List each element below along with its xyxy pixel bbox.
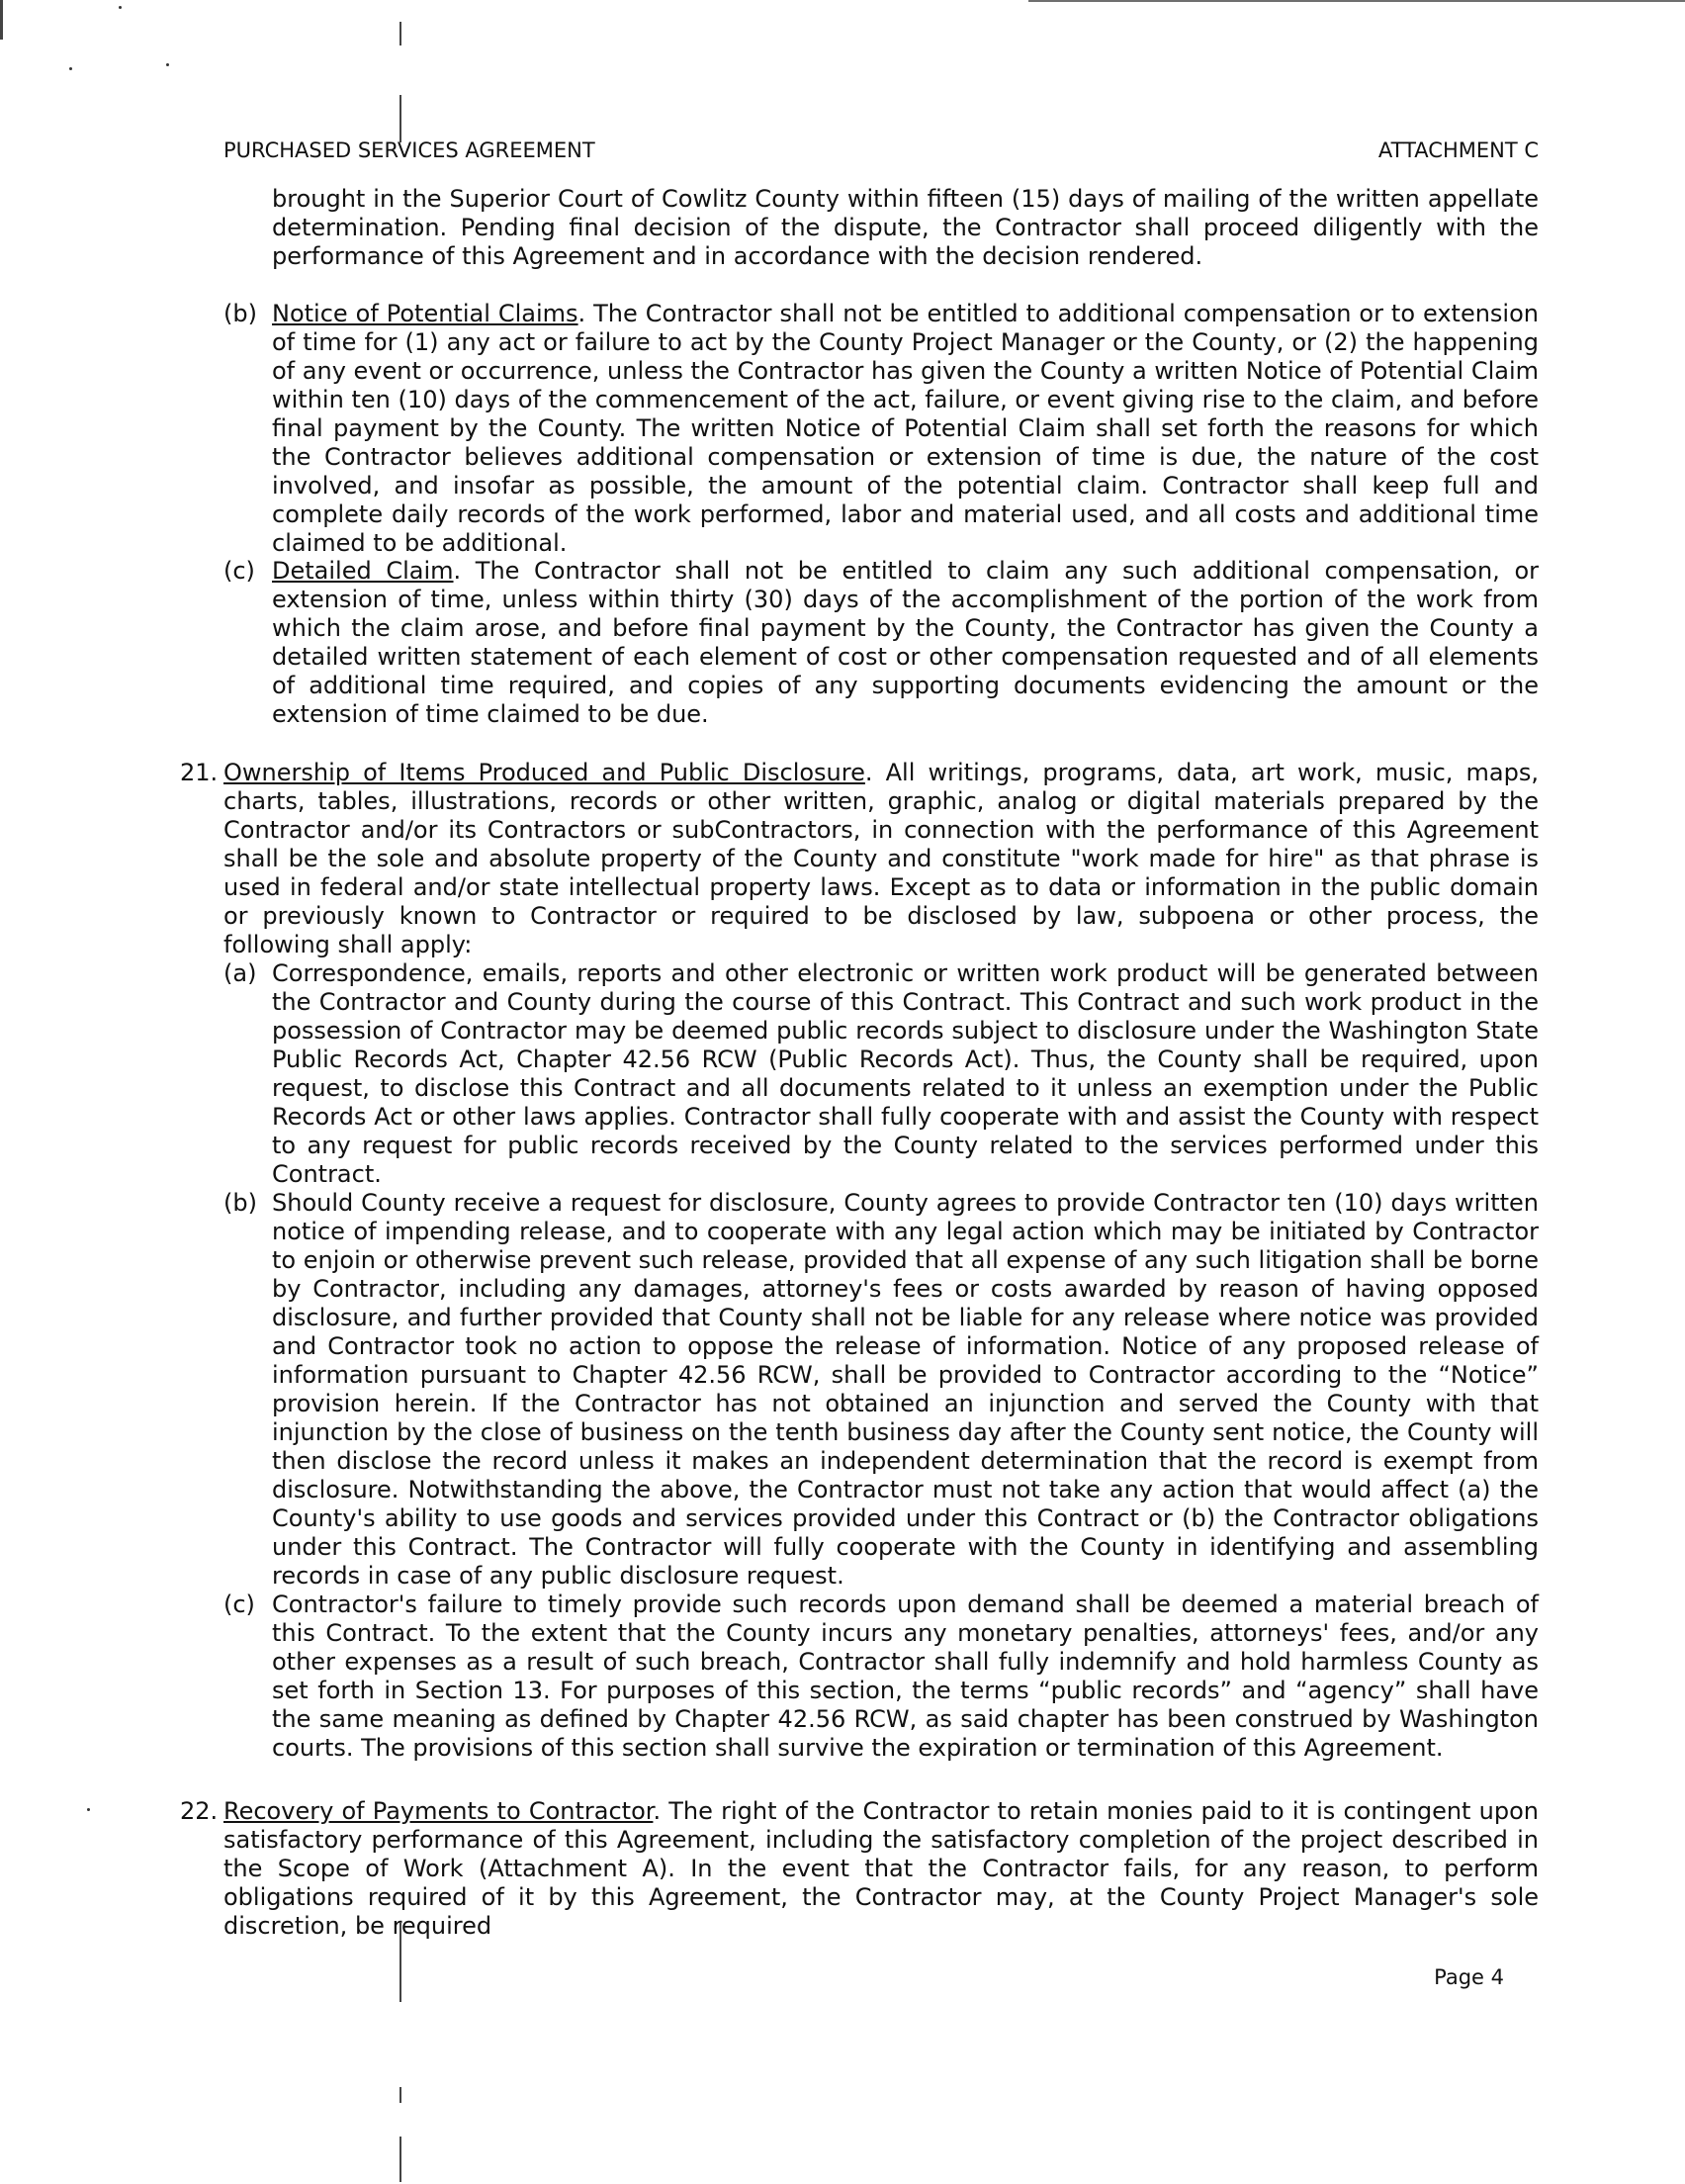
subsection-title: Detailed Claim: [272, 557, 454, 585]
section-title: Recovery of Payments to Contractor: [223, 1797, 654, 1825]
subsection-marker: (c): [223, 1591, 255, 1618]
section-text: . All writings, programs, data, art work, music, maps, charts, tables, illustrations, records or other written, graphic, analog or digital materials prepared by the Contractor and/or its Contractors or subContractors, in connection with the performance of this Agreement shall be the sole and absolute property of the County and constitute "work made for hire" as that phrase is used in federal and/or state intellectual property laws. Except as to data or information in the public domain or previously known to Contractor or required to be disclosed by law, subpoena or other process, the following shall apply:: [223, 759, 1540, 958]
scan-edge-left: [0, 0, 3, 40]
subsection-text: . The Contractor shall not be entitled to additional compensation or to extension of time for (1) any act or failure to act by the County Project Manager or the County, or (2) the happening of any event or occurrence, unless the Contractor has given the County a written Notice of Potential Claim within ten (10) days of the commencement of the act, failure, or event giving rise to the claim, and before final payment by the County. The written Notice of Potential Claim shall set forth the reasons for which the Contractor believes additional compensation or extension of time is due, the nature of the cost involved, and insofar as possible, the amount of the potential claim. Contractor shall keep full and complete daily records of the work performed, labor and material used, and all costs and additional time claimed to be additional.: [272, 300, 1539, 557]
subsection-notice-of-potential-claims: [272, 300, 1539, 558]
scan-speck: [166, 63, 169, 66]
page-header: [223, 138, 1539, 166]
scan-speck: [119, 6, 122, 9]
scan-edge-top: [1028, 0, 1685, 2]
scan-mark: [399, 22, 401, 46]
subsection-detailed-claim: [272, 557, 1539, 729]
subsection-marker: (b): [223, 1189, 257, 1217]
subsection-text: . The Contractor shall not be entitled to claim any such additional compensation, or extension of time, unless within thirty (30) days of the accomplishment of the portion of the work from which the claim arose, and before final payment by the County, the Contractor has given the County a detailed written statement of each element of cost or other compensation requested and of all elements of additional time required, and copies of any supporting documents evidencing the amount or the extension of time claimed to be due.: [272, 557, 1539, 728]
section-ownership-public-disclosure: [223, 759, 1539, 959]
header-title: PURCHASED SERVICES AGREEMENT: [223, 138, 595, 162]
subsection-public-records: Correspondence, emails, reports and other electronic or written work product will be generated between the Contractor and County during the course of this Contract. This Contract and such work product in the possession of Contractor may be deemed public records subject to disclosure under the Washington State Public Records Act, Chapter 42.56 RCW (Public Records Act). Thus, the County shall be required, upon request, to disclose this Contract and all documents related to it unless an exemption under the Public Records Act or other laws applies. Contractor shall fully cooperate with and assist the County with respect to any request for public records received by the County related to the services performed under this Contract.: [272, 959, 1539, 1188]
section-title: Ownership of Items Produced and Public Disclosure: [223, 759, 865, 786]
subsection-marker: (c): [223, 557, 255, 585]
continuation-paragraph: brought in the Superior Court of Cowlitz County within fifteen (15) days of mailing of the written appellate determination. Pending final decision of the dispute, the Contractor shall proceed diligently with the performance of this Agreement and in accordance with the decision rendered.: [272, 185, 1539, 270]
page-number: Page 4: [1434, 1965, 1504, 1989]
scan-mark: [399, 2137, 401, 2182]
subsection-disclosure-request: Should County receive a request for disclosure, County agrees to provide Contractor ten (10) days written notice of impending release, and to cooperate with any legal action which may be initiated by Contractor to enjoin or otherwise prevent such release, provided that all expense of any such litigation shall be borne by Contractor, including any damages, attorney's fees or costs awarded by reason of having opposed disclosure, and further provided that County shall not be liable for any release where notice was provided and Contractor took no action to oppose the release of information. Notice of any proposed release of information pursuant to Chapter 42.56 RCW, shall be provided to Contractor according to the “Notice” provision herein. If the Contractor has not obtained an injunction and served the County with that injunction by the close of business on the tenth business day after the County sent notice, the County will then disclose the record unless it makes an independent determination that the record is exempt from disclosure. Notwithstanding the above, the Contractor must not take any action that would affect (a) the County's ability to use goods and services provided under this Contract or (b) the Contractor obligations under this Contract. The Contractor will fully cooperate with the County in identifying and assembling records in case of any public disclosure request.: [272, 1189, 1539, 1590]
section-recovery-of-payments: [223, 1797, 1539, 1941]
subsection-material-breach: Contractor's failure to timely provide such records upon demand shall be deemed a material breach of this Contract. To the extent that the County incurs any monetary penalties, attorneys' fees, and/or any other expenses as a result of such breach, Contractor shall fully indemnify and hold harmless County as set forth in Section 13. For purposes of this section, the terms “public records” and “agency” shall have the same meaning as defined by Chapter 42.56 RCW, as said chapter has been construed by Washington courts. The provisions of this section shall survive the expiration or termination of this Agreement.: [272, 1591, 1539, 1762]
header-attachment: ATTACHMENT C: [1377, 138, 1539, 162]
section-number: 22.: [180, 1797, 219, 1825]
section-text: . The right of the Contractor to retain monies paid to it is contingent upon satisfactory performance of this Agreement, including the satisfactory completion of the project described in the Scope of Work (Attachment A). In the event that the Contractor fails, for any reason, to perform obligations required of it by this Agreement, the Contractor may, at the County Project Manager's sole discretion, be required: [223, 1797, 1539, 1940]
scan-speck: [69, 67, 72, 70]
scan-mark: [399, 95, 401, 142]
subsection-marker: (a): [223, 959, 257, 987]
scan-mark: [399, 2087, 401, 2103]
scan-speck: [87, 1808, 90, 1811]
subsection-title: Notice of Potential Claims: [272, 300, 578, 327]
subsection-marker: (b): [223, 300, 257, 327]
section-number: 21.: [180, 759, 219, 786]
